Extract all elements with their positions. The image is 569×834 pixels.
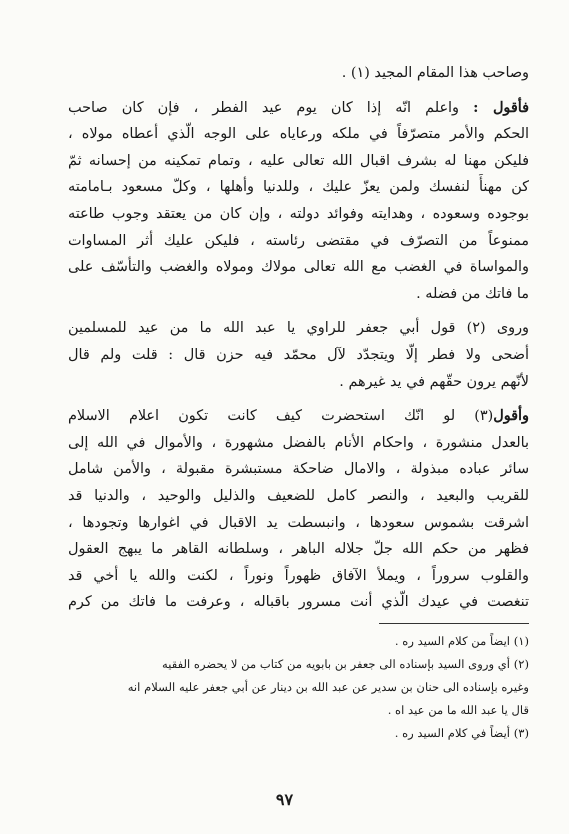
text-line: بالعدل منشورة ، واحكام الأنام بالفضل مشهورة ، والأموال في الله إلى — [68, 434, 529, 451]
text-line: للقريب والبعيد ، والنصر كامل للضعيف والذليل والوحيد ، والدنيا قد — [68, 487, 529, 504]
footnote-line: قال يا عبد الله ما من عيد اه . — [387, 703, 529, 717]
paragraph-4 — [68, 403, 529, 616]
paragraph-1 — [68, 60, 529, 87]
text-line: سائر عباده مبذولة ، والامال ضاحكة مستبشرة مقبولة ، والأمن شامل — [68, 461, 529, 478]
text-line: ما فاتك من فضله . — [416, 285, 529, 302]
text-line: اشرقت بشموس سعودها ، وانبسطت يد الاقبال في اغوارها وتجودها ، — [68, 514, 529, 531]
text-line: وأقول(٣) لو انّك استحضرت كيف كانت تكون اعلام الاسلام — [68, 407, 529, 425]
page-number: ٩٧ — [275, 790, 294, 809]
paragraph-2 — [68, 95, 529, 308]
text-line: تنغصت في عيدك الّذي أنت مسرور باقباله ، وعرفت ما فاتك من كرم — [68, 594, 529, 611]
text-line: لأنّهم يرون حقّهم في يد غيرهم . — [339, 373, 529, 390]
text-line: الحكم والأمر متصرّفاً في ملكه ورعاياه على الوجه الّذي أعطاه مولاه ، — [68, 126, 529, 143]
text-line: كن مهنأً لنفسك ولمن يعزّ عليك ، وللدنيا وأهلها ، وكلّ مسعود بـامامته — [68, 179, 529, 196]
text-line: وروى (٢) قول أبي جعفر للراوي يا عبد الله ما من عيد للمسلمين — [68, 320, 529, 337]
paragraph-3 — [68, 315, 529, 395]
text-line: فظهر من حكم الله جلّ جلاله الباهر ، وسلطانه القاهر ما يبهج العقول — [68, 541, 529, 558]
footnote-line: (٣) أيضاً في كلام السيد ره . — [394, 726, 529, 740]
paragraph-lead: وأقول — [493, 407, 529, 425]
text-line: ممنوعاً من التصرّف في مقتضى رئاسته ، فليكن عليك أثر المساوات — [68, 232, 529, 249]
footnote-line: (١) ايضاً من كلام السيد ره . — [394, 634, 529, 648]
paragraph-lead: فأقول : — [473, 98, 529, 116]
footnote-line: (٢) أي وروى السيد بإسناده الى جعفر بن بابويه من كتاب من لا يحضره الفقيه — [162, 657, 529, 671]
text-line: فأقول : واعلم انّه إذا كان يوم عيد الفطر ، فإن كان صاحب — [68, 98, 529, 116]
text-line: فليكن مهنا له بشرف اقبال الله تعالى عليه ، وتمام تمكينه من إحسانه ثمّ — [68, 152, 529, 169]
text-line: بوجوده وسعوده ، وهدايته وفوائد دولته ، وإن كان من يعتقد وجوب طاعته — [68, 205, 529, 222]
text-line: وصاحب هذا المقام المجيد (١) . — [341, 65, 529, 81]
text-line: والقلوب سروراً ، ويملأ الآفاق ظهوراً ونوراً ، لكنت والله يا أخي قد — [68, 567, 529, 584]
footnotes — [68, 630, 529, 745]
footnote-divider — [379, 623, 529, 624]
text-line: أضحى ولا فطر إلّا ويتجدّد لآل محمّد فيه حزن قال : قلت ولم قال — [68, 346, 529, 363]
footnote-line: وغيره بإسناده الى حنان بن سدير عن عبد الله بن دينار عن أبي جعفر عليه السلام انه — [127, 680, 529, 694]
main-text — [68, 60, 529, 616]
text-line: والمواساة في الغضب مع الله تعالى مولاك ومولاه والغضب والتأسّف على — [68, 259, 529, 276]
